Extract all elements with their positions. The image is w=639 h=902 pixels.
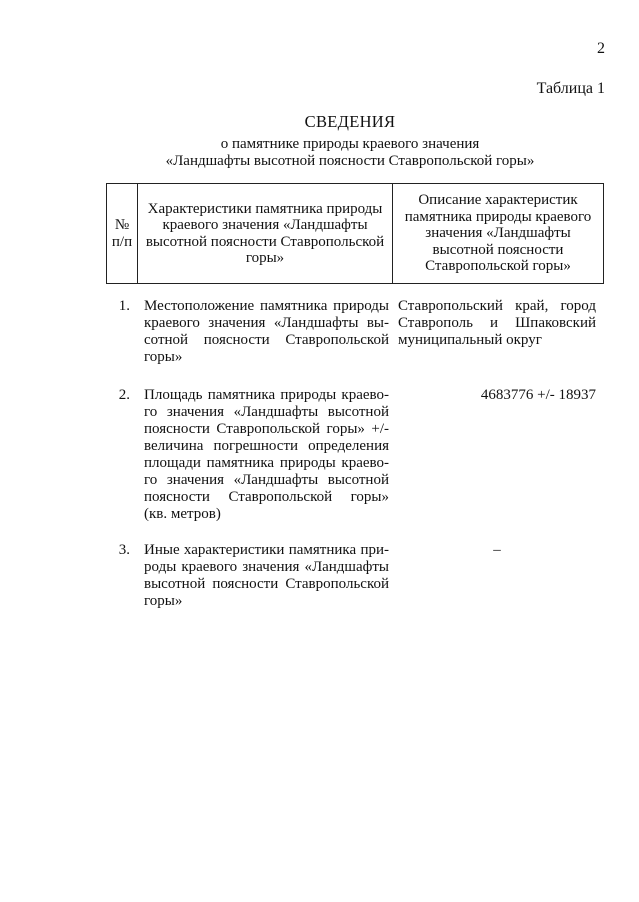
subtitle-line: о памятнике природы краевого значения [220,136,480,152]
header-number-line: № [114,217,130,233]
characteristic-line: краевого значения «Ландшафты вы- [144,315,389,331]
description-line: 4683776 +/- 18937 [480,387,596,403]
header-number-cell [107,184,138,284]
row-description [398,387,596,404]
characteristic-line: роды краевого значения «Ландшафты [144,559,389,575]
header-characteristics-line: высотной поясности Ставропольской [145,233,385,250]
characteristic-line: (кв. метров) [144,506,221,522]
document-subtitle [0,136,639,170]
characteristic-line: Иные характеристики памятника при- [144,542,389,558]
row-description [398,298,596,349]
description-line: – [493,542,501,558]
header-characteristics-line: горы» [245,250,285,266]
header-characteristics-cell [138,184,393,284]
table-label: Таблица 1 [536,80,605,97]
header-characteristics-line: краевого значения «Ландшафты [162,217,368,233]
table-header [106,183,604,284]
characteristic-line: поясности Ставропольской горы» [144,489,389,505]
header-number-line: п/п [111,233,133,250]
characteristic-line: поясности Ставропольской горы» +/- [144,421,389,437]
characteristic-line: горы» [144,349,183,365]
description-line: Ставрополь и Шпаковский [398,315,596,331]
characteristic-line: величина погрешности определения [144,438,389,454]
row-characteristic [144,542,389,610]
header-description-cell [393,184,604,284]
header-description-line: значения «Ландшафты [425,225,571,242]
description-line: Ставропольский край, город [398,298,596,314]
characteristic-line: го значения «Ландшафты высотной [144,404,389,420]
characteristic-line: Местоположение памятника природы [144,298,389,314]
header-description-line: памятника природы краевого [404,208,592,225]
characteristic-line: сотной поясности Ставропольской [144,332,389,348]
characteristic-line: Площадь памятника природы краево- [144,387,389,403]
characteristic-line: площади памятника природы краево- [144,455,389,471]
row-description [398,542,596,559]
document-title: СВЕДЕНИЯ [304,112,396,131]
row-characteristic [144,387,389,523]
header-description-line: Описание характеристик [418,192,578,209]
header-characteristics-line: Характеристики памятника природы [147,200,383,217]
page-number: 2 [597,40,605,57]
header-description-line: высотной поясности [432,241,564,258]
characteristic-line: горы» [144,593,183,609]
row-characteristic [144,298,389,366]
header-description-line: Ставропольской горы» [425,258,571,275]
description-line: муниципальный округ [398,332,542,348]
row-number: 2. [118,387,130,403]
characteristic-line: го значения «Ландшафты высотной [144,472,389,488]
row-number: 3. [118,542,130,558]
row-number: 1. [118,298,130,314]
subtitle-line: «Ландшафты высотной поясности Ставропольской горы» [165,153,535,169]
characteristic-line: высотной поясности Ставропольской [144,576,389,592]
